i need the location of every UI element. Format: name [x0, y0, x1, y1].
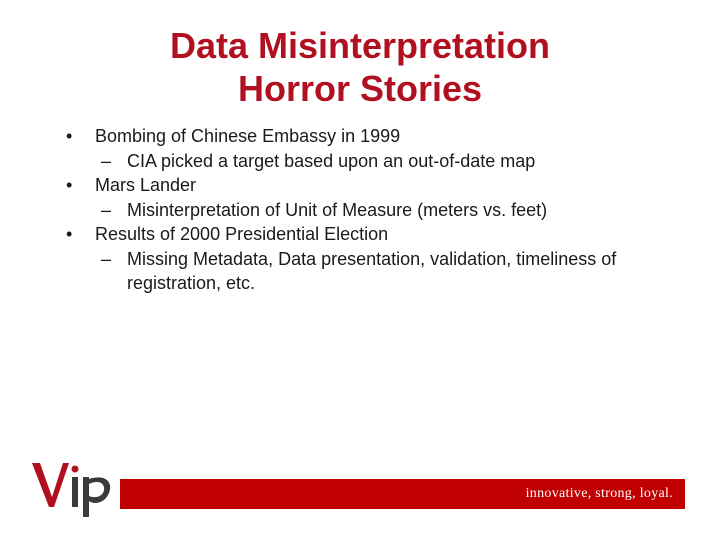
dash-icon: – [101, 199, 112, 220]
bullet-text: Results of 2000 Presidential Election [95, 224, 389, 244]
sub-bullet-text: Misinterpretation of Unit of Measure (meters vs. feet) [127, 199, 548, 220]
slide-title [0, 24, 720, 110]
bullet-dot-icon: • [66, 224, 73, 244]
bullet-text: Bombing of Chinese Embassy in 1999 [95, 126, 401, 146]
logo-p-bowl [89, 477, 110, 503]
sub-bullet-item [0, 247, 720, 296]
sub-bullet-item [0, 198, 720, 223]
dash-icon: – [101, 248, 112, 269]
logo-v-shape [32, 463, 69, 507]
sub-bullet-text: CIA picked a target based upon an out-of-date map [127, 150, 536, 171]
bullet-item [0, 124, 720, 149]
title-line-1: Data Misinterpretation [169, 25, 551, 66]
bullet-dot-icon: • [66, 175, 73, 195]
bullet-item [0, 222, 720, 247]
bullet-text: Mars Lander [95, 175, 197, 195]
sub-bullet-text: Missing Metadata, Data presentation, validation, timeliness of registration, etc. [127, 248, 617, 293]
bullet-dot-icon: • [66, 126, 73, 146]
vip-logo [30, 451, 120, 521]
footer-bar [120, 479, 685, 509]
logo-i-dot [72, 466, 79, 473]
logo-i-stem [72, 477, 78, 507]
dash-icon: – [101, 150, 112, 171]
sub-bullet-item [0, 149, 720, 174]
logo-p-stem [83, 477, 89, 517]
title-line-2: Horror Stories [237, 68, 483, 109]
bullet-item [0, 173, 720, 198]
bullet-list [0, 124, 720, 296]
footer-tagline: innovative, strong, loyal. [525, 486, 673, 501]
